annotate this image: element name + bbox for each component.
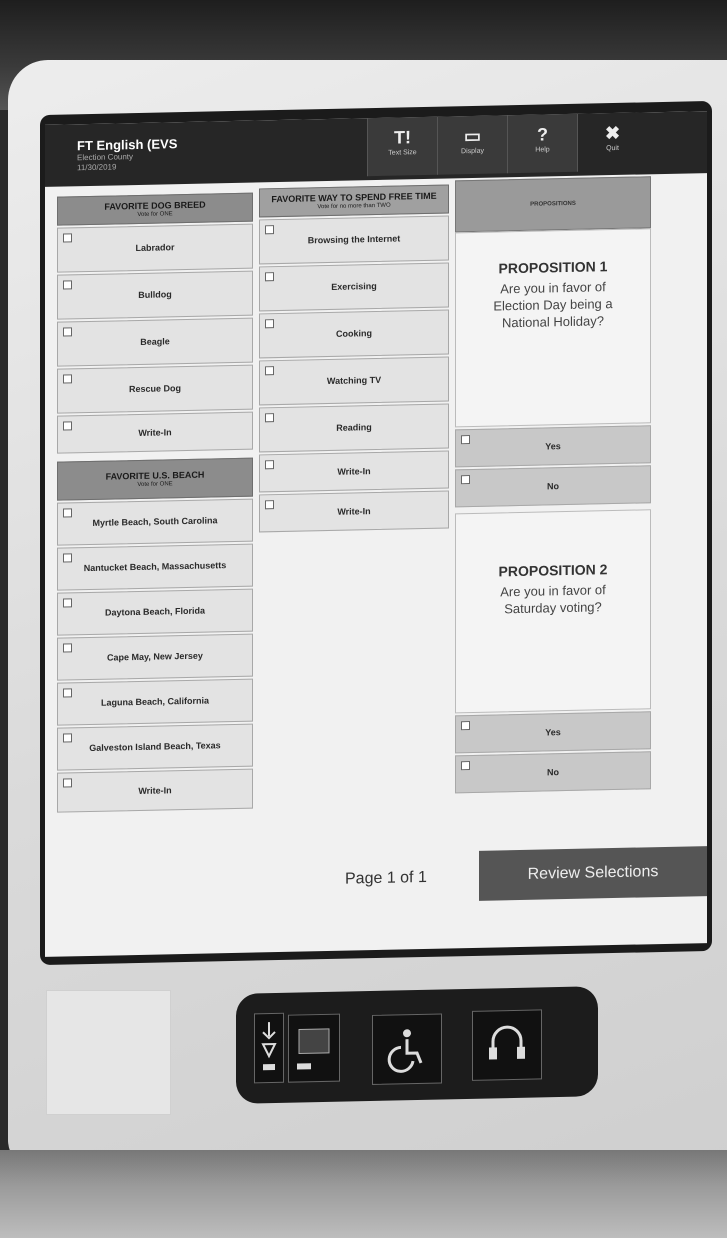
- option-label: Write-In: [337, 505, 371, 517]
- option-browsing-internet[interactable]: [259, 215, 449, 264]
- option-watching-tv[interactable]: [259, 356, 449, 405]
- checkbox[interactable]: [63, 327, 72, 336]
- hardware-panel: [236, 986, 598, 1104]
- option-label: Daytona Beach, Florida: [104, 605, 206, 618]
- option-label: Yes: [545, 726, 561, 737]
- checkbox[interactable]: [461, 435, 470, 444]
- checkbox[interactable]: [63, 374, 72, 383]
- help-button[interactable]: [507, 114, 577, 173]
- proposition-1-yes[interactable]: [455, 425, 651, 467]
- proposition-question: Are you in favor of Saturday voting?: [500, 582, 606, 617]
- checkbox[interactable]: [63, 598, 72, 607]
- option-galveston-island[interactable]: [57, 724, 253, 771]
- election-date: 11/30/2019: [77, 162, 117, 173]
- page-indicator: Page 1 of 1: [345, 868, 427, 888]
- option-label: Laguna Beach, California: [100, 695, 210, 708]
- option-exercising[interactable]: [259, 262, 449, 311]
- review-selections-button[interactable]: Review Selections: [479, 846, 707, 901]
- display-button[interactable]: [437, 115, 507, 174]
- option-label: No: [547, 766, 559, 777]
- election-county: Election County: [77, 152, 134, 163]
- option-label: Beagle: [140, 336, 170, 347]
- checkbox[interactable]: [461, 721, 470, 730]
- option-labrador[interactable]: [57, 224, 253, 273]
- race-title: FAVORITE U.S. BEACH: [105, 469, 205, 482]
- checkbox[interactable]: [63, 233, 72, 242]
- option-label: Myrtle Beach, South Carolina: [92, 515, 218, 528]
- column-propositions: [455, 176, 651, 793]
- option-beagle[interactable]: [57, 318, 253, 367]
- race-title: FAVORITE DOG BREED: [104, 199, 206, 212]
- option-myrtle-beach[interactable]: [57, 499, 253, 546]
- column-left: [57, 193, 253, 813]
- help-label: Help: [535, 146, 550, 154]
- option-write-in[interactable]: [57, 412, 253, 454]
- checkbox[interactable]: [63, 280, 72, 289]
- proposition-1: [455, 228, 651, 427]
- option-laguna-beach[interactable]: [57, 679, 253, 726]
- proposition-2-no[interactable]: [455, 751, 651, 793]
- race-instruction: Vote for ONE: [137, 211, 173, 218]
- checkbox[interactable]: [63, 553, 72, 562]
- option-bulldog[interactable]: [57, 271, 253, 320]
- checkbox[interactable]: [63, 733, 72, 742]
- option-rescue-dog[interactable]: [57, 365, 253, 414]
- checkbox[interactable]: [265, 500, 274, 509]
- checkbox[interactable]: [265, 413, 274, 422]
- accessibility-icon[interactable]: [372, 1013, 442, 1084]
- race-title: FAVORITE WAY TO SPEND FREE TIME: [271, 190, 437, 205]
- option-daytona-beach[interactable]: [57, 589, 253, 636]
- option-nantucket-beach[interactable]: [57, 544, 253, 591]
- help-icon: ?: [537, 124, 548, 145]
- option-label: Watching TV: [326, 374, 382, 387]
- checkbox[interactable]: [63, 688, 72, 697]
- proposition-1-no[interactable]: [455, 465, 651, 507]
- checkbox[interactable]: [265, 225, 274, 234]
- propositions-header: PROPOSITIONS: [455, 176, 651, 232]
- proposition-2-yes[interactable]: [455, 711, 651, 753]
- option-label: Galveston Island Beach, Texas: [89, 740, 221, 754]
- checkbox[interactable]: [265, 460, 274, 469]
- ballot-insert-icon: [254, 1013, 284, 1084]
- option-write-in-2[interactable]: [259, 490, 449, 532]
- checkbox[interactable]: [265, 272, 274, 281]
- race-header-dog-breed: [57, 193, 253, 226]
- proposition-title: PROPOSITION 2: [498, 561, 608, 580]
- option-reading[interactable]: [259, 403, 449, 452]
- checkbox[interactable]: [63, 421, 72, 430]
- card-slot-icon[interactable]: [288, 1014, 340, 1083]
- race-instruction: Vote for no more than TWO: [317, 202, 391, 211]
- proposition-2: [455, 509, 651, 713]
- close-icon: ✖: [604, 122, 621, 144]
- option-label: Rescue Dog: [128, 383, 181, 395]
- headphones-icon[interactable]: [472, 1009, 542, 1080]
- option-label: Write-In: [138, 426, 172, 438]
- option-label: Reading: [336, 422, 372, 433]
- text-size-icon: T!: [394, 127, 411, 148]
- quit-button[interactable]: [577, 112, 647, 171]
- option-label: Write-In: [138, 784, 172, 796]
- checkbox[interactable]: [63, 508, 72, 517]
- checkbox[interactable]: [461, 475, 470, 484]
- checkbox[interactable]: [63, 643, 72, 652]
- option-label: Exercising: [331, 280, 377, 292]
- option-label: Yes: [545, 440, 561, 451]
- proposition-title: PROPOSITION 1: [498, 258, 608, 277]
- option-label: No: [547, 480, 559, 491]
- option-cape-may[interactable]: [57, 634, 253, 681]
- election-info: [77, 136, 177, 173]
- display-icon: ▭: [463, 125, 481, 147]
- ballot-screen: [45, 111, 707, 957]
- checkbox[interactable]: [265, 366, 274, 375]
- option-write-in[interactable]: [57, 769, 253, 813]
- quit-label: Quit: [606, 144, 619, 153]
- option-cooking[interactable]: [259, 309, 449, 358]
- column-middle: [259, 184, 449, 532]
- text-size-button[interactable]: [367, 117, 437, 176]
- election-title: FT English (EVS: [77, 136, 178, 154]
- race-header-beach: [57, 458, 253, 501]
- option-label: Labrador: [135, 242, 175, 254]
- checkbox[interactable]: [265, 319, 274, 328]
- proposition-question: Are you in favor of Election Day being a National Holiday?: [493, 279, 613, 331]
- race-header-free-time: [259, 184, 449, 217]
- option-write-in-1[interactable]: [259, 450, 449, 492]
- race-instruction: Vote for ONE: [137, 481, 173, 488]
- checkbox[interactable]: [63, 778, 72, 787]
- checkbox[interactable]: [461, 761, 470, 770]
- option-label: Cape May, New Jersey: [107, 650, 203, 663]
- option-label: Bulldog: [138, 289, 172, 300]
- option-label: Cooking: [336, 328, 372, 339]
- label-sticker: [46, 990, 171, 1115]
- background-bottom: [0, 1150, 727, 1238]
- header-bar: [45, 111, 707, 187]
- option-label: Write-In: [337, 465, 371, 477]
- option-label: Browsing the Internet: [307, 233, 401, 246]
- option-label: Nantucket Beach, Massachusetts: [83, 560, 227, 574]
- text-size-label: Text Size: [388, 149, 417, 157]
- display-label: Display: [461, 147, 484, 156]
